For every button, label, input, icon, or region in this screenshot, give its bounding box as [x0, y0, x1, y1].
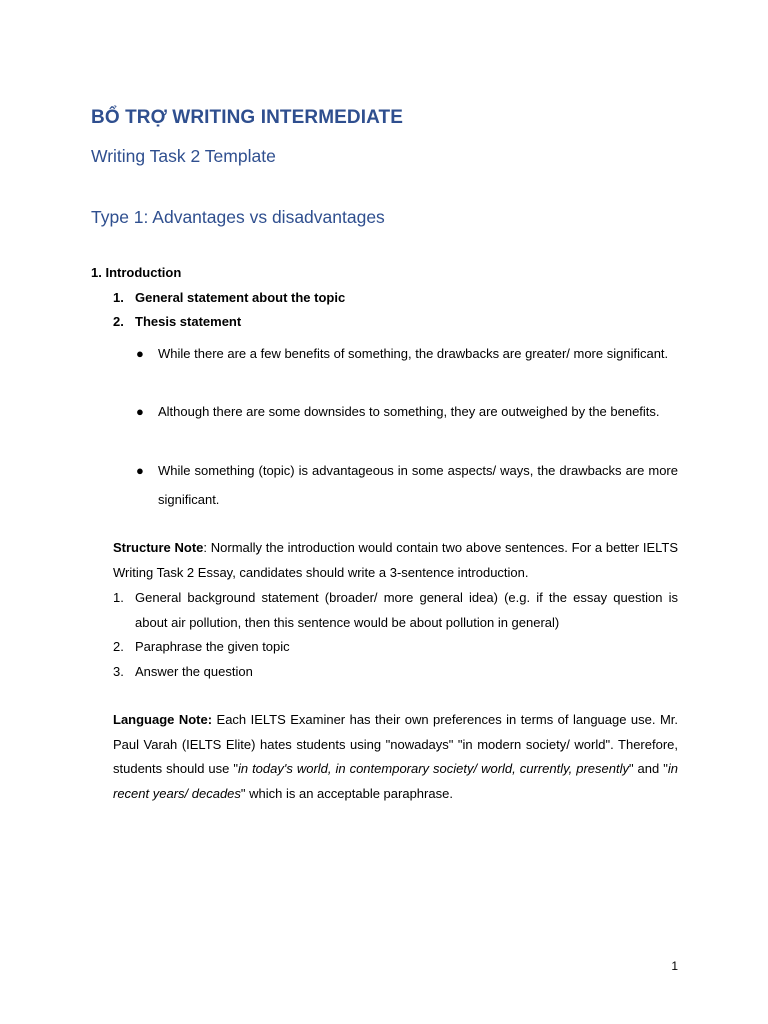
bullet-item: [136, 339, 678, 368]
bullet-text: Although there are some downsides to something, they are outweighed by the benefits.: [158, 404, 660, 419]
document-subtitle: Writing Task 2 Template: [91, 146, 276, 166]
bullet-item: [136, 397, 678, 426]
introduction-item: [113, 290, 345, 305]
item-number: 2.: [113, 639, 124, 654]
bullet-icon: ●: [136, 463, 144, 478]
item-text: Answer the question: [135, 663, 253, 679]
item-number: 2.: [113, 314, 124, 329]
structure-note-label: Structure Note: [113, 540, 204, 555]
structure-note: [113, 536, 678, 585]
item-number: 1.: [113, 590, 124, 605]
language-note-text: Each IELTS Examiner has their own preferences in terms of language use. Mr. Paul Varah (IELTS Elite) hates students using "nowadays" "in modern society/ world". Therefore, students should use ": [113, 712, 678, 776]
item-text: General background statement (broader/ more general idea) (e.g. if the essay question is about air pollution, then this sentence would be about pollution in general): [135, 590, 678, 630]
bullet-icon: ●: [136, 404, 144, 419]
language-note: [113, 708, 678, 806]
type-heading: Type 1: Advantages vs disadvantages: [91, 207, 385, 227]
bullet-text: While there are a few benefits of something, the drawbacks are greater/ more significant.: [158, 346, 669, 361]
structure-note-list: [113, 586, 678, 684]
item-label: General statement about the topic: [135, 290, 346, 305]
structure-note-text: : Normally the introduction would contain two above sentences. For a better IELTS Writing Task 2 Essay, candidates should write a 3-sentence introduction.: [113, 540, 678, 580]
item-label: Thesis statement: [135, 314, 242, 329]
bullet-text: While something (topic) is advantageous in some aspects/ ways, the drawbacks are more significant.: [158, 463, 678, 507]
introduction-item: [113, 314, 241, 329]
language-note-text: " and ": [628, 761, 668, 776]
page-number: 1: [671, 959, 678, 973]
language-note-label: Language Note:: [113, 712, 213, 727]
item-text: Paraphrase the given topic: [135, 639, 290, 654]
item-number: 1.: [113, 290, 124, 305]
language-note-italic: in recent years/ decades: [113, 761, 678, 801]
item-number: 3.: [113, 663, 124, 679]
structure-note-item: [113, 586, 678, 635]
introduction-heading: 1. Introduction: [91, 265, 182, 280]
document-title: BỔ TRỢ WRITING INTERMEDIATE: [91, 107, 403, 128]
bullet-icon: ●: [136, 346, 144, 361]
language-note-text: " which is an acceptable paraphrase.: [240, 785, 453, 801]
structure-note-item: [113, 660, 678, 685]
bullet-item: [136, 456, 678, 514]
language-note-italic: in today's world, in contemporary society/ world, currently, presently: [237, 761, 629, 776]
structure-note-item: [113, 635, 678, 660]
